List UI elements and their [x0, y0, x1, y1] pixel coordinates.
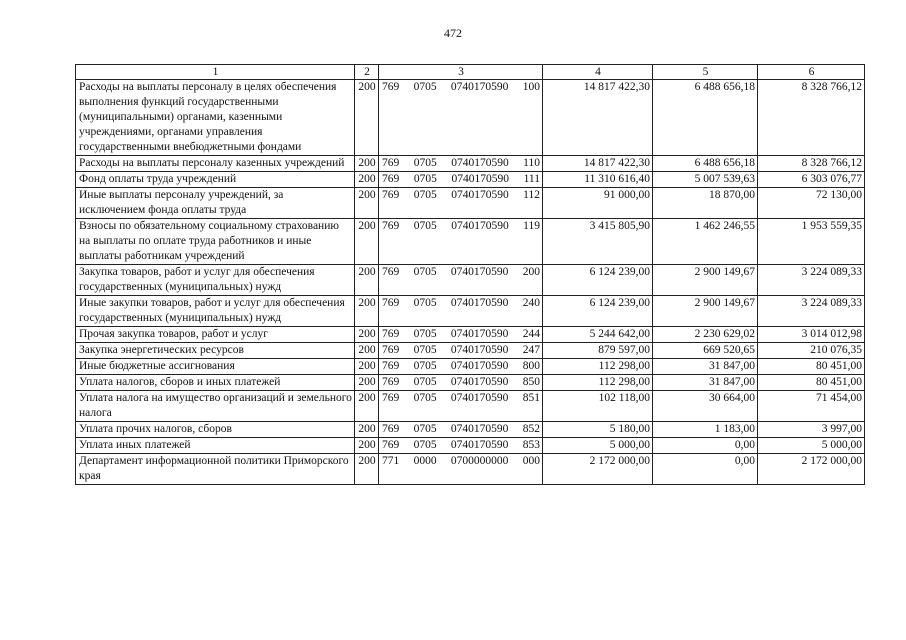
row-code-col2: 200 — [355, 265, 379, 296]
table-row — [76, 343, 865, 359]
header-cell: 1 — [76, 65, 355, 80]
row-value-col4: 5 244 642,00 — [543, 327, 653, 343]
header-cell: 5 — [653, 65, 758, 80]
row-value-col4: 14 817 422,30 — [543, 80, 653, 156]
row-classification-code — [379, 359, 543, 375]
expense-type-code: 247 — [522, 344, 540, 356]
row-name: Закупка энергетических ресурсов — [76, 343, 355, 359]
row-code-col2: 200 — [355, 375, 379, 391]
table-row — [76, 327, 865, 343]
row-code-col2: 200 — [355, 359, 379, 375]
row-value-col4: 14 817 422,30 — [543, 156, 653, 172]
row-value-col6: 71 454,00 — [758, 391, 865, 422]
row-classification-code — [379, 422, 543, 438]
row-name: Расходы на выплаты персоналу казенных учреждений — [76, 156, 355, 172]
table-row — [76, 219, 865, 265]
table-row — [76, 188, 865, 219]
row-classification-code — [379, 454, 543, 485]
expense-type-code: 852 — [522, 423, 540, 435]
target-code: 0740170590 — [451, 189, 509, 201]
section-code: 0705 — [413, 423, 437, 435]
row-value-col6: 80 451,00 — [758, 359, 865, 375]
row-value-col4: 112 298,00 — [543, 375, 653, 391]
row-code-col2: 200 — [355, 343, 379, 359]
header-cell: 3 — [379, 65, 543, 80]
header-cell: 2 — [355, 65, 379, 80]
ministry-code: 769 — [382, 439, 400, 451]
row-code-col2: 200 — [355, 219, 379, 265]
row-classification-code — [379, 265, 543, 296]
row-name: Уплата иных платежей — [76, 438, 355, 454]
row-value-col5: 2 230 629,02 — [653, 327, 758, 343]
row-value-col5: 6 488 656,18 — [653, 156, 758, 172]
header-cell: 4 — [543, 65, 653, 80]
target-code: 0740170590 — [450, 297, 509, 309]
row-code-col2: 200 — [355, 172, 379, 188]
row-value-col6: 210 076,35 — [758, 343, 865, 359]
section-code: 0705 — [413, 376, 437, 388]
target-code: 0740170590 — [450, 439, 509, 451]
row-classification-code — [379, 80, 543, 156]
row-value-col6: 8 328 766,12 — [758, 80, 865, 156]
table-row — [76, 359, 865, 375]
target-code: 0740170590 — [450, 266, 509, 278]
expense-type-code: 200 — [522, 266, 540, 278]
row-value-col5: 669 520,65 — [653, 343, 758, 359]
row-value-col4: 2 172 000,00 — [543, 454, 653, 485]
row-code-col2: 200 — [355, 188, 379, 219]
row-code-col2: 200 — [355, 391, 379, 422]
row-value-col5: 30 664,00 — [653, 391, 758, 422]
row-value-col4: 6 124 239,00 — [543, 296, 653, 327]
ministry-code: 769 — [382, 157, 400, 169]
section-code: 0705 — [413, 266, 437, 278]
row-value-col6: 8 328 766,12 — [758, 156, 865, 172]
table-body — [76, 65, 865, 485]
row-code-col2: 200 — [355, 327, 379, 343]
ministry-code: 769 — [382, 189, 400, 201]
row-name: Фонд оплаты труда учреждений — [76, 172, 355, 188]
row-value-col5: 2 900 149,67 — [653, 265, 758, 296]
section-code: 0705 — [413, 173, 437, 185]
expense-type-code: 112 — [523, 189, 540, 201]
row-classification-code — [379, 375, 543, 391]
row-name: Уплата прочих налогов, сборов — [76, 422, 355, 438]
row-classification-code — [379, 327, 543, 343]
expense-type-code: 244 — [522, 328, 540, 340]
row-value-col6: 1 953 559,35 — [758, 219, 865, 265]
row-value-col4: 91 000,00 — [543, 188, 653, 219]
row-value-col6: 72 130,00 — [758, 188, 865, 219]
target-code: 0740170590 — [450, 328, 509, 340]
header-cell: 6 — [758, 65, 865, 80]
row-name: Взносы по обязательному социальному страхованию на выплаты по оплате труда работников и иные выплаты работникам учреждений — [76, 219, 355, 265]
budget-table — [75, 64, 865, 485]
row-name: Прочая закупка товаров, работ и услуг — [76, 327, 355, 343]
row-value-col5: 6 488 656,18 — [653, 80, 758, 156]
row-code-col2: 200 — [355, 422, 379, 438]
table-row — [76, 422, 865, 438]
row-name: Расходы на выплаты персоналу в целях обеспечения выполнения функций государственными (муниципальными) органами, казенными учреждениями, органами управления государственными внебюджетными фондами — [76, 80, 355, 156]
expense-type-code: 100 — [522, 81, 540, 93]
ministry-code: 769 — [382, 344, 400, 356]
ministry-code: 769 — [382, 81, 400, 93]
header-row — [76, 65, 865, 80]
ministry-code: 769 — [382, 266, 400, 278]
ministry-code: 771 — [382, 455, 400, 467]
row-value-col6: 2 172 000,00 — [758, 454, 865, 485]
table-row — [76, 156, 865, 172]
target-code: 0740170590 — [450, 360, 509, 372]
row-value-col5: 1 462 246,55 — [653, 219, 758, 265]
section-code: 0000 — [413, 455, 437, 467]
row-name: Уплата налога на имущество организаций и земельного налога — [76, 391, 355, 422]
section-code: 0705 — [413, 344, 437, 356]
target-code: 0740170590 — [450, 376, 509, 388]
ministry-code: 769 — [382, 392, 400, 404]
table-row — [76, 296, 865, 327]
expense-type-code: 240 — [522, 297, 540, 309]
row-value-col5: 1 183,00 — [653, 422, 758, 438]
target-code: 0740170590 — [450, 81, 509, 93]
ministry-code: 769 — [382, 360, 400, 372]
row-name: Иные выплаты персоналу учреждений, за исключением фонда оплаты труда — [76, 188, 355, 219]
row-value-col5: 5 007 539,63 — [653, 172, 758, 188]
expense-type-code: 000 — [522, 455, 540, 467]
section-code: 0705 — [413, 81, 437, 93]
row-classification-code — [379, 219, 543, 265]
row-classification-code — [379, 438, 543, 454]
section-code: 0705 — [413, 392, 437, 404]
ministry-code: 769 — [382, 376, 400, 388]
row-value-col4: 11 310 616,40 — [543, 172, 653, 188]
row-value-col5: 0,00 — [653, 454, 758, 485]
row-classification-code — [379, 296, 543, 327]
table-row — [76, 391, 865, 422]
row-classification-code — [379, 343, 543, 359]
target-code: 0740170590 — [450, 392, 509, 404]
expense-type-code: 111 — [523, 173, 540, 185]
expense-type-code: 853 — [522, 439, 540, 451]
target-code: 0740170590 — [451, 173, 509, 185]
section-code: 0705 — [413, 328, 437, 340]
section-code: 0705 — [413, 297, 437, 309]
table-row — [76, 438, 865, 454]
table-row — [76, 265, 865, 296]
row-code-col2: 200 — [355, 296, 379, 327]
table-row — [76, 454, 865, 485]
ministry-code: 769 — [382, 220, 400, 232]
target-code: 0740170590 — [451, 220, 509, 232]
row-value-col4: 6 124 239,00 — [543, 265, 653, 296]
table-row — [76, 375, 865, 391]
row-code-col2: 200 — [355, 80, 379, 156]
row-name: Иные бюджетные ассигнования — [76, 359, 355, 375]
target-code: 0740170590 — [450, 423, 509, 435]
expense-type-code: 110 — [523, 157, 540, 169]
row-value-col4: 5 000,00 — [543, 438, 653, 454]
ministry-code: 769 — [382, 328, 400, 340]
row-value-col4: 3 415 805,90 — [543, 219, 653, 265]
target-code: 0700000000 — [450, 455, 509, 467]
row-value-col6: 3 997,00 — [758, 422, 865, 438]
row-code-col2: 200 — [355, 454, 379, 485]
section-code: 0705 — [413, 360, 437, 372]
row-classification-code — [379, 156, 543, 172]
target-code: 0740170590 — [451, 157, 509, 169]
row-name: Департамент информационной политики Приморского края — [76, 454, 355, 485]
table-row — [76, 172, 865, 188]
expense-type-code: 850 — [522, 376, 540, 388]
row-value-col5: 0,00 — [653, 438, 758, 454]
expense-type-code: 119 — [523, 220, 540, 232]
row-value-col5: 18 870,00 — [653, 188, 758, 219]
ministry-code: 769 — [382, 423, 400, 435]
row-value-col4: 102 118,00 — [543, 391, 653, 422]
ministry-code: 769 — [382, 297, 400, 309]
table-row — [76, 80, 865, 156]
ministry-code: 769 — [382, 173, 400, 185]
row-name: Закупка товаров, работ и услуг для обеспечения государственных (муниципальных) нужд — [76, 265, 355, 296]
section-code: 0705 — [413, 220, 437, 232]
target-code: 0740170590 — [450, 344, 509, 356]
row-name: Иные закупки товаров, работ и услуг для обеспечения государственных (муниципальных) нужд — [76, 296, 355, 327]
row-value-col4: 112 298,00 — [543, 359, 653, 375]
row-value-col5: 2 900 149,67 — [653, 296, 758, 327]
row-value-col6: 80 451,00 — [758, 375, 865, 391]
row-value-col5: 31 847,00 — [653, 359, 758, 375]
row-classification-code — [379, 172, 543, 188]
section-code: 0705 — [413, 157, 437, 169]
row-value-col6: 3 224 089,33 — [758, 265, 865, 296]
row-classification-code — [379, 188, 543, 219]
row-value-col6: 3 224 089,33 — [758, 296, 865, 327]
row-name: Уплата налогов, сборов и иных платежей — [76, 375, 355, 391]
section-code: 0705 — [413, 439, 437, 451]
row-value-col6: 5 000,00 — [758, 438, 865, 454]
row-classification-code — [379, 391, 543, 422]
row-value-col6: 6 303 076,77 — [758, 172, 865, 188]
expense-type-code: 851 — [522, 392, 540, 404]
expense-type-code: 800 — [522, 360, 540, 372]
row-value-col6: 3 014 012,98 — [758, 327, 865, 343]
section-code: 0705 — [413, 189, 437, 201]
row-code-col2: 200 — [355, 438, 379, 454]
page-number: 472 — [444, 26, 462, 40]
row-value-col5: 31 847,00 — [653, 375, 758, 391]
row-value-col4: 5 180,00 — [543, 422, 653, 438]
row-value-col4: 879 597,00 — [543, 343, 653, 359]
row-code-col2: 200 — [355, 156, 379, 172]
